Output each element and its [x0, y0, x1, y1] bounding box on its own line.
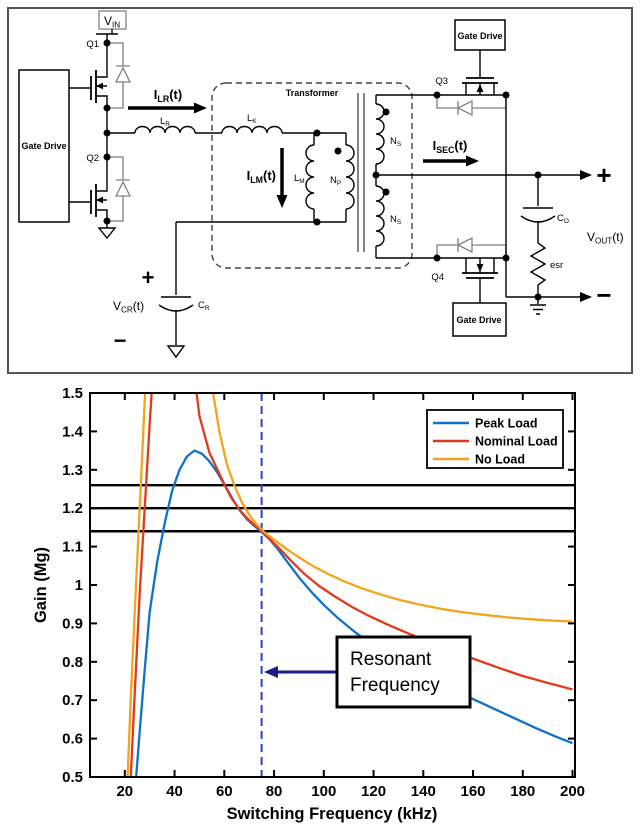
curve-peak-load [134, 451, 573, 808]
ground-output [530, 297, 546, 314]
mosfet-q3 [434, 76, 510, 115]
q4-label: Q4 [431, 272, 444, 283]
y-tick-label: 1 [74, 577, 83, 594]
vout-label: $V_{OUT}(t)$ [587, 230, 624, 246]
ilr-current-arrow [128, 87, 207, 114]
legend-label-no-load: No Load [475, 452, 525, 467]
resonant-cap-branch [113, 222, 210, 357]
gate-drive-left [19, 70, 91, 222]
inductor-lk [222, 127, 282, 134]
y-tick-label: 1.4 [62, 423, 83, 441]
ns-top-polarity-dot [383, 109, 390, 116]
vcr-minus-sign: − [113, 328, 127, 353]
ns-bottom-label: $N_S$ [390, 214, 402, 226]
x-tick-label: 140 [410, 783, 436, 800]
transformer-label: Transformer [285, 88, 339, 98]
legend-label-peak-load: Peak Load [475, 416, 538, 431]
q1-label: Q1 [86, 39, 99, 50]
ground-cr [168, 346, 184, 357]
gate-drive-bottom [453, 303, 506, 336]
y-tick-label: 0.9 [62, 615, 83, 633]
esr-label: esr [550, 260, 564, 271]
co-label: $C_O$ [557, 213, 569, 225]
llc-gain-chart [0, 375, 640, 830]
x-tick-label: 60 [215, 783, 233, 800]
y-tick-label: 0.6 [62, 730, 83, 748]
y-tick-label: 1.5 [62, 385, 83, 402]
vout-minus-sign: − [596, 280, 612, 310]
y-axis-label: Gain (Mg) [32, 546, 50, 624]
isec-label: $I_{SEC}(t)$ [432, 138, 468, 155]
ground-q2 [99, 228, 115, 238]
transformer-core [358, 93, 364, 252]
x-axis-label: Switching Frequency (kHz) [226, 805, 438, 823]
llc-converter-schematic [0, 0, 640, 375]
lr-label: $L_R$ [160, 116, 170, 128]
x-tick-label: 160 [460, 783, 486, 800]
gate-drive-top-label: Gate Drive [457, 31, 503, 41]
winding-ns-bottom [376, 186, 384, 246]
y-tick-label: 0.8 [62, 653, 83, 671]
mosfet-q4 [431, 238, 509, 303]
lk-label: $L_K$ [247, 113, 257, 125]
q2-label: Q2 [86, 153, 99, 164]
y-tick-label: 1.3 [62, 461, 83, 479]
x-tick-label: 20 [116, 783, 134, 800]
winding-np [346, 145, 354, 209]
gate-drive-top [455, 20, 505, 78]
np-label: $N_P$ [330, 175, 342, 187]
mosfet-q2 [86, 153, 130, 238]
resonant-frequency-annotation [264, 637, 470, 707]
y-tick-label: 0.7 [62, 692, 83, 710]
vout-plus-sign: + [596, 160, 612, 190]
annotation-arrowhead [264, 666, 278, 678]
gate-drive-bottom-label: Gate Drive [456, 315, 502, 325]
ns-bottom-polarity-dot [383, 189, 390, 196]
np-polarity-dot [335, 148, 342, 155]
x-tick-label: 120 [361, 783, 387, 800]
ilm-current-arrow [247, 148, 288, 208]
annotation-box [337, 637, 470, 707]
x-tick-label: 100 [311, 783, 337, 800]
y-tick-label: 1.2 [62, 500, 83, 518]
mosfet-q1 [86, 39, 130, 108]
y-tick-label: 0.5 [62, 769, 83, 786]
cr-label: $C_R$ [198, 300, 210, 312]
vcr-label: $V_{CR}(t)$ [113, 299, 145, 315]
inductor-lm [306, 145, 314, 209]
legend-label-nominal-load: Nominal Load [475, 434, 558, 449]
annotation-text-line1: Resonant [350, 649, 432, 670]
annotation-text-line2: Frequency [350, 675, 440, 696]
x-tick-label: 200 [559, 783, 586, 800]
ilr-label: $I_{LR}(t)$ [153, 87, 183, 104]
ns-top-label: $N_S$ [390, 136, 402, 148]
vin-supply [96, 11, 126, 43]
output-filter [521, 175, 569, 314]
ilm-label: $I_{LM}(t)$ [246, 168, 276, 185]
x-tick-label: 80 [265, 783, 283, 800]
legend [427, 410, 563, 468]
y-tick-label: 1.1 [62, 538, 83, 556]
gain-limit-lines [90, 485, 575, 531]
lm-label: $L_M$ [294, 173, 305, 185]
resistor-esr [531, 243, 545, 285]
vcr-plus-sign: + [141, 265, 155, 290]
x-tick-label: 180 [510, 783, 536, 800]
isec-current-arrow [423, 138, 479, 167]
q3-label: Q3 [435, 76, 448, 87]
gate-drive-left-label: Gate Drive [21, 141, 67, 151]
x-tick-label: 40 [166, 783, 183, 800]
vin-label: $V_{IN}$ [104, 14, 121, 30]
